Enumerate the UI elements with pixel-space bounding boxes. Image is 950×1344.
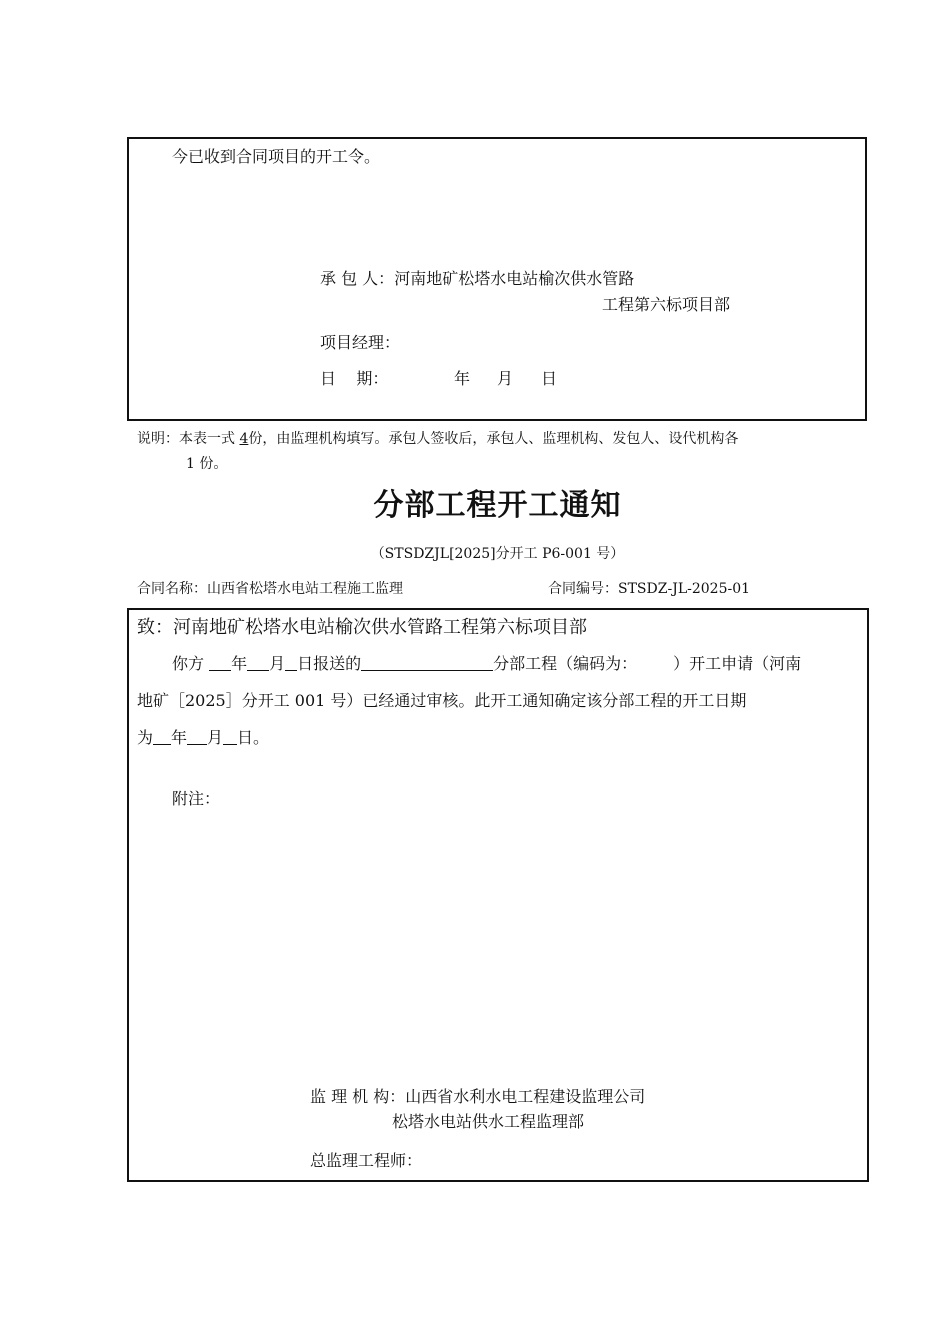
note-copies: 4 — [239, 431, 249, 447]
blank-start-day — [223, 728, 237, 745]
note-part1: 说明：本表一式 — [137, 431, 235, 447]
blank-year — [209, 654, 231, 671]
date-year: 年 — [454, 369, 471, 388]
notice-code: （STSDZJL[2025]分开工 P6-001 号） — [370, 546, 625, 562]
p-apply: ）开工申请（河南 — [673, 654, 802, 673]
date-month: 月 — [497, 369, 514, 388]
page-title: 分部工程开工通知 — [373, 488, 622, 523]
note-part2: 份，由监理机构填写。承包人签收后，承包人、监理机构、发包人、设代机构各 — [248, 431, 739, 447]
contractor-name-line2: 工程第六标项目部 — [602, 295, 731, 314]
p-subproject: 分部工程（编码为： — [493, 654, 638, 673]
supervisor-line1: 山西省水利水电工程建设监理公司 — [405, 1087, 646, 1106]
p-day-sent: 日报送的 — [297, 654, 362, 673]
p-month: 月 — [269, 654, 286, 673]
contractor-name-line1: 河南地矿松塔水电站榆次供水管路 — [394, 269, 635, 288]
notice-paragraph-line2: 地矿［2025］分开工 001 号）已经通过审核。此开工通知确定该分部工程的开工日期 — [137, 691, 747, 710]
project-manager-label: 项目经理： — [320, 333, 401, 352]
contract-number: 合同编号：STSDZ-JL-2025-01 — [548, 581, 751, 597]
p-line3-month: 月 — [207, 728, 224, 747]
blank-month — [247, 654, 269, 671]
p-line3-day: 日。 — [237, 728, 270, 747]
contractor-label: 承 包 人： — [320, 269, 395, 288]
p-year: 年 — [231, 654, 248, 673]
attachment-label: 附注： — [172, 789, 221, 808]
supervisor-line2: 松塔水电站供水工程监理部 — [392, 1112, 585, 1131]
blank-day — [285, 654, 297, 671]
supervisor-label: 监 理 机 构： — [310, 1087, 406, 1106]
chief-supervisor-label: 总监理工程师： — [310, 1151, 423, 1170]
note-line2: 1 份。 — [186, 456, 228, 472]
date-day: 日 — [541, 369, 558, 388]
p-you: 你方 — [172, 654, 205, 673]
addressee-line: 致：河南地矿松塔水电站榆次供水管路工程第六标项目部 — [137, 617, 587, 638]
p-line3-year: 年 — [171, 728, 188, 747]
notice-paragraph-line3 — [137, 725, 269, 748]
received-text: 今已收到合同项目的开工令。 — [172, 147, 381, 166]
contractor-row — [320, 266, 634, 289]
form-note — [137, 428, 738, 448]
blank-start-year — [153, 728, 171, 745]
supervisor-row — [310, 1084, 645, 1107]
p-line3-prefix: 为 — [137, 728, 154, 747]
blank-subproject — [361, 654, 493, 671]
notice-paragraph-line1 — [172, 651, 801, 674]
contract-name: 合同名称：山西省松塔水电站工程施工监理 — [137, 581, 403, 597]
date-label: 日 期： — [320, 369, 389, 388]
blank-start-month — [187, 728, 207, 745]
